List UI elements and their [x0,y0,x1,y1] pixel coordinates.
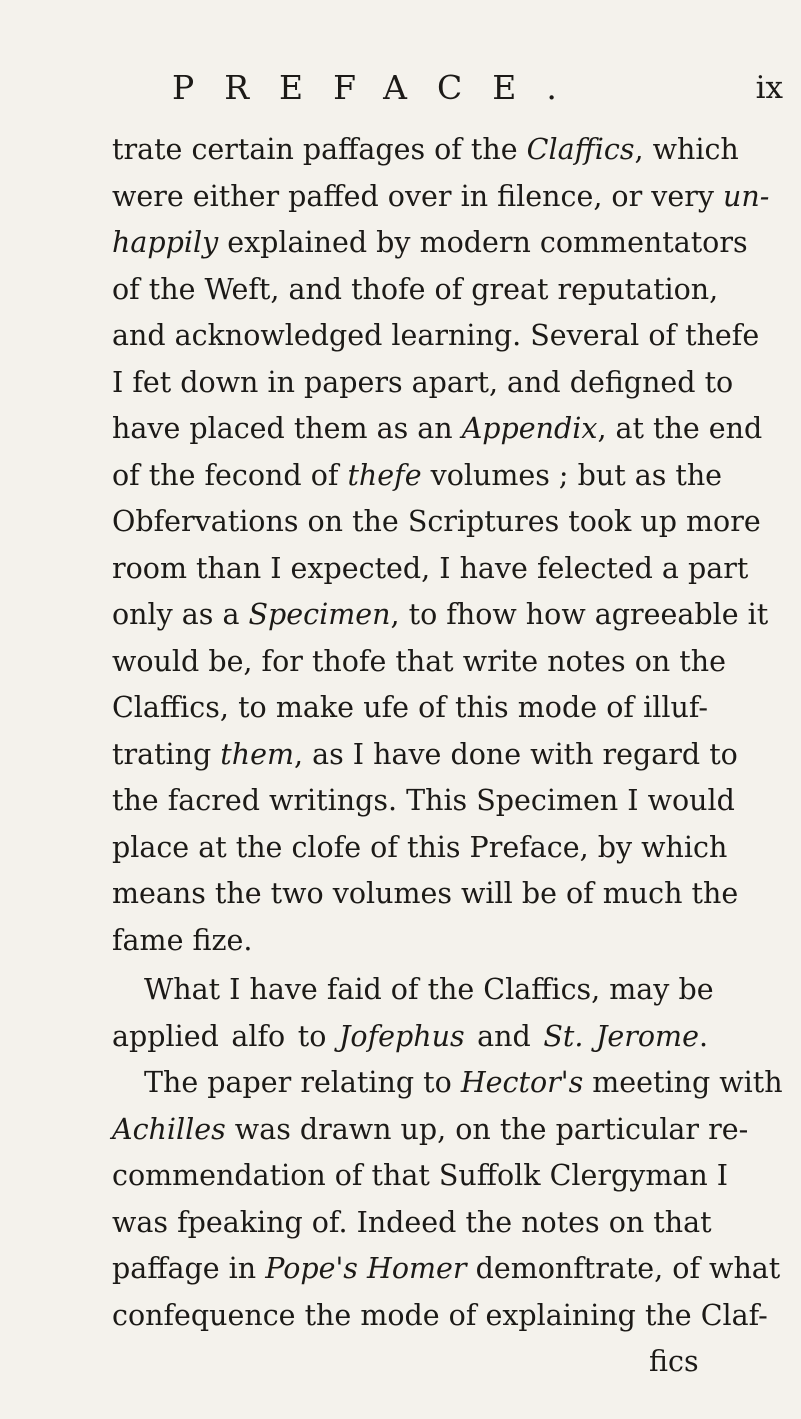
text-line: of the fecond of thefe volumes ; but as the [112,458,723,492]
text-line: room than I expected, I have felected a part [112,551,749,585]
text-line: means the two volumes will be of much the [112,877,739,910]
text-line: trating them, as I have done with regard to [112,737,738,771]
text-line: The paper relating to Hector's meeting with [144,1066,783,1099]
text-line: applied alfo to Jofephus and St. Jerome. [112,1019,708,1053]
text-line: paffage in Pope's Homer demonftrate, of what [112,1252,781,1285]
catchword: fics [649,1345,699,1378]
text-line: What I have faid of the Claffics, may be [144,973,714,1006]
text-line: the facred writings. This Specimen I would [112,784,735,817]
text-line: would be, for thofe that write notes on the [112,644,726,678]
text-line: only as a Specimen, to fhow how agreeable it [112,598,769,631]
text-line: trate certain paffages of the Claffics, which [112,133,739,166]
text-line: I fet down in papers apart, and defigned to [112,365,734,399]
text-line: Achilles was drawn up, on the particular re- [112,1112,749,1146]
page-header [0,68,801,118]
page-number: ix [755,70,783,106]
text-line: have placed them as an Appendix, at the end [112,412,763,445]
text-line: Obfervations on the Scriptures took up more [112,505,761,538]
text-line: were either paffed over in filence, or very un- [112,179,770,213]
running-head: PREFACE. [172,68,587,107]
text-line: Claffics, to make ufe of this mode of illuf- [112,691,708,724]
text-line: place at the clofe of this Preface, by which [112,830,728,864]
text-line: commendation of that Suffolk Clergyman I [112,1159,729,1192]
text-line: confequence the mode of explaining the Claf- [112,1298,768,1332]
text-line: of the Weft, and thofe of great reputation, [112,272,719,306]
text-line: was fpeaking of. Indeed the notes on that [112,1205,712,1239]
text-line: and acknowledged learning. Several of thefe [112,319,760,352]
text-line: fame fize. [112,923,253,957]
text-line: happily explained by modern commentators [112,226,748,259]
